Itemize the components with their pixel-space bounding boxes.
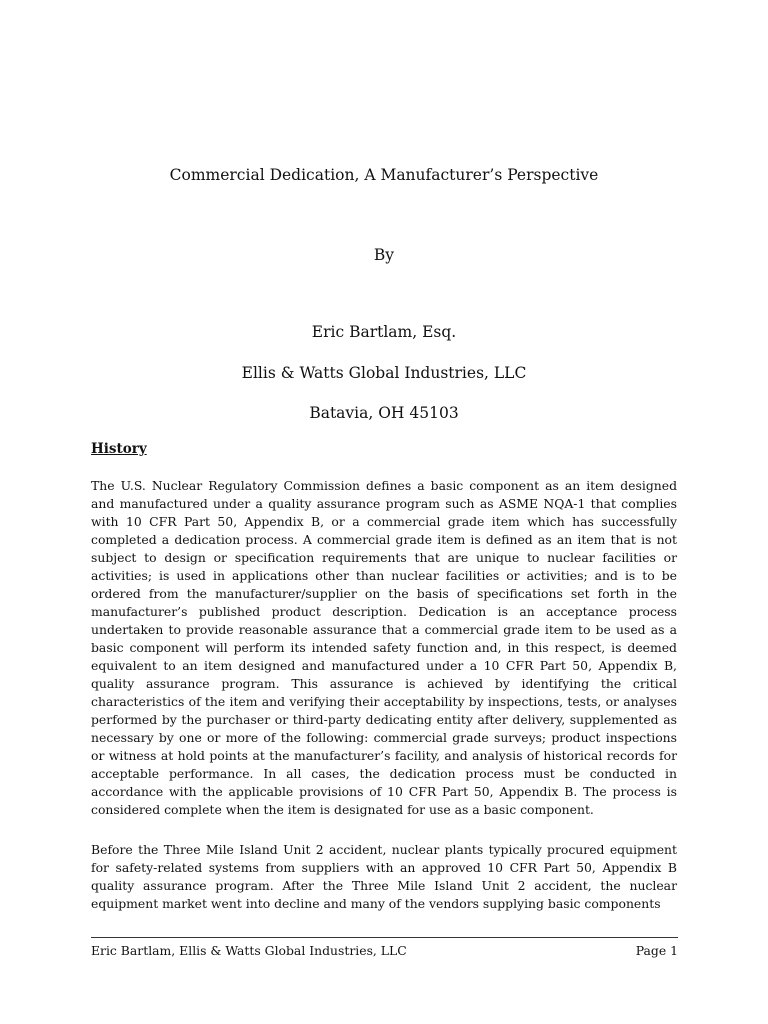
footer-rule (91, 937, 678, 938)
byline-label: By (373, 246, 395, 264)
author-name: Eric Bartlam, Esq. (311, 323, 457, 341)
author-organization: Ellis & Watts Global Industries, LLC (241, 364, 527, 382)
page-number: Page 1 (635, 943, 678, 958)
body-paragraph: Before the Three Mile Island Unit 2 accident, nuclear plants typically procured equipment for safety-related systems from suppliers with an approved 10 CFR Part 50, Appendix B quality assurance program. After the Three Mile Island Unit 2 accident, the nuclear equipment market went into decline and many of the vendors supplying basic components (91, 842, 677, 911)
body-paragraph: The U.S. Nuclear Regulatory Commission defines a basic component as an item designed and manufactured under a quality assurance program such as ASME NQA-1 that complies with 10 CFR Part 50, Appendix B, or a commercial grade item which has successfully completed a dedication process. A commercial grade item is defined as an item that is not subject to design or specification requirements that are unique to nuclear facilities or activities; is used in applications other than nuclear facilities or activities; and is to be ordered from the manufacturer/supplier on the basis of specifications set forth in the manufacturer’s published product description. Dedication is an acceptance process undertaken to provide reasonable assurance that a commercial grade item to be used as a basic component will perform its intended safety function and, in this respect, is deemed equivalent to an item designed and manufactured under a 10 CFR Part 50, Appendix B, quality assurance program. This assurance is achieved by identifying the critical characteristics of the item and verifying their acceptability by inspections, tests, or analyses performed by the purchaser or third-party dedicating entity after delivery, supplemented as necessary by one or more of the following: commercial grade surveys; product inspections or witness at hold points at the manufacturer’s facility, and analysis of historical records for acceptable performance. In all cases, the dedication process must be conducted in accordance with the applicable provisions of 10 CFR Part 50, Appendix B. The process is considered complete when the item is designated for use as a basic component. (91, 478, 677, 817)
footer-author: Eric Bartlam, Ellis & Watts Global Industries, LLC (91, 943, 407, 958)
document-title: Commercial Dedication, A Manufacturer’s Perspective (169, 166, 599, 184)
author-location: Batavia, OH 45103 (309, 404, 459, 422)
section-heading: History (91, 441, 147, 457)
